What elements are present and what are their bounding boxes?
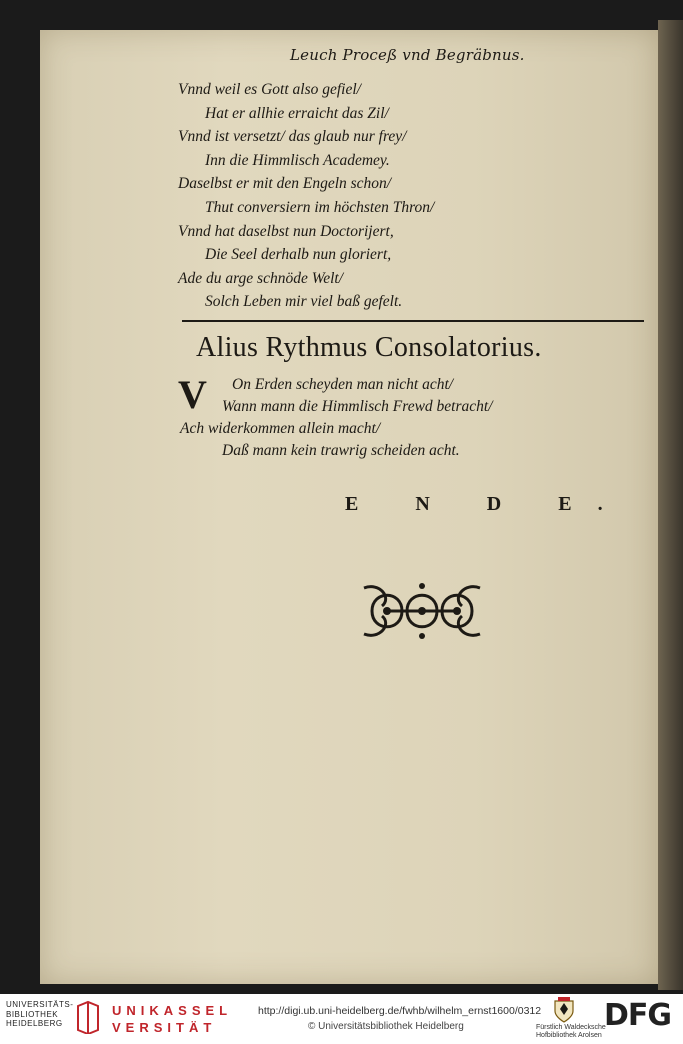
verse-line: Vnnd ist versetzt/ das glaub nur frey/ (178, 128, 407, 146)
uni-heidelberg-line: UNIVERSITÄTS- (6, 1000, 74, 1009)
uni-heidelberg-line: BIBLIOTHEK (6, 1009, 59, 1019)
book-icon (76, 1000, 100, 1034)
drop-cap: V (178, 372, 207, 417)
verse-line: Inn die Himmlisch Academey. (205, 151, 390, 169)
adjacent-page-edge (658, 20, 683, 990)
printers-ornament (362, 580, 482, 642)
uni-heidelberg-line: HEIDELBERG (6, 1019, 63, 1028)
ende-text: E N D E. (345, 493, 629, 515)
verse-line: Vnnd weil es Gott also gefiel/ (178, 81, 361, 98)
copyright-notice: © Universitätsbibliothek Heidelberg (308, 1021, 464, 1032)
verse-line: Ach widerkommen allein macht/ (180, 420, 381, 437)
kassel-line-1: UNIKASSEL (112, 1003, 233, 1018)
footer-bar (0, 994, 683, 1044)
permalink-url[interactable]: http://digi.ub.uni-heidelberg.de/fwhb/wilhelm_ernst1600/0312 (258, 1005, 542, 1017)
verse-line: Vnnd hat daselbst nun Doctorijert, (178, 222, 394, 240)
verse-line: Hat er allhie erraicht das Zil/ (205, 104, 389, 122)
verse-line: Daß mann kein trawrig scheiden acht. (222, 442, 460, 459)
verse-line: Ade du arge schnöde Welt/ (178, 269, 344, 287)
verse-line: Die Seel derhalb nun gloriert, (205, 246, 392, 264)
horizontal-rule (182, 320, 644, 322)
poem-stanza-2 (180, 374, 640, 462)
verse-line: On Erden scheyden man nicht acht/ (232, 376, 454, 393)
verse-line: Wann mann die Himmlisch Frewd betracht/ (222, 398, 493, 415)
verse-line: Solch Leben mir viel baß gefelt. (205, 293, 403, 311)
uni-kassel-logo (112, 1002, 232, 1036)
verse-line: Thut conversiern im höchsten Thron/ (205, 198, 435, 216)
dfg-logo: DFG (604, 998, 672, 1033)
verse-line: Daselbst er mit den Engeln schon/ (178, 175, 392, 193)
kassel-line-2: VERSITÄT (112, 1020, 217, 1035)
coat-of-arms-icon (553, 997, 575, 1023)
arolsen-line: Fürstlich Waldecksche (536, 1024, 606, 1031)
section-title: Alius Rythmus Consolatorius. (196, 332, 542, 363)
poem-stanza-1 (178, 78, 508, 314)
running-head: Leuch Proceß vnd Begräbnus. (290, 46, 525, 64)
arolsen-line: Hofbibliothek Arolsen (536, 1032, 602, 1039)
